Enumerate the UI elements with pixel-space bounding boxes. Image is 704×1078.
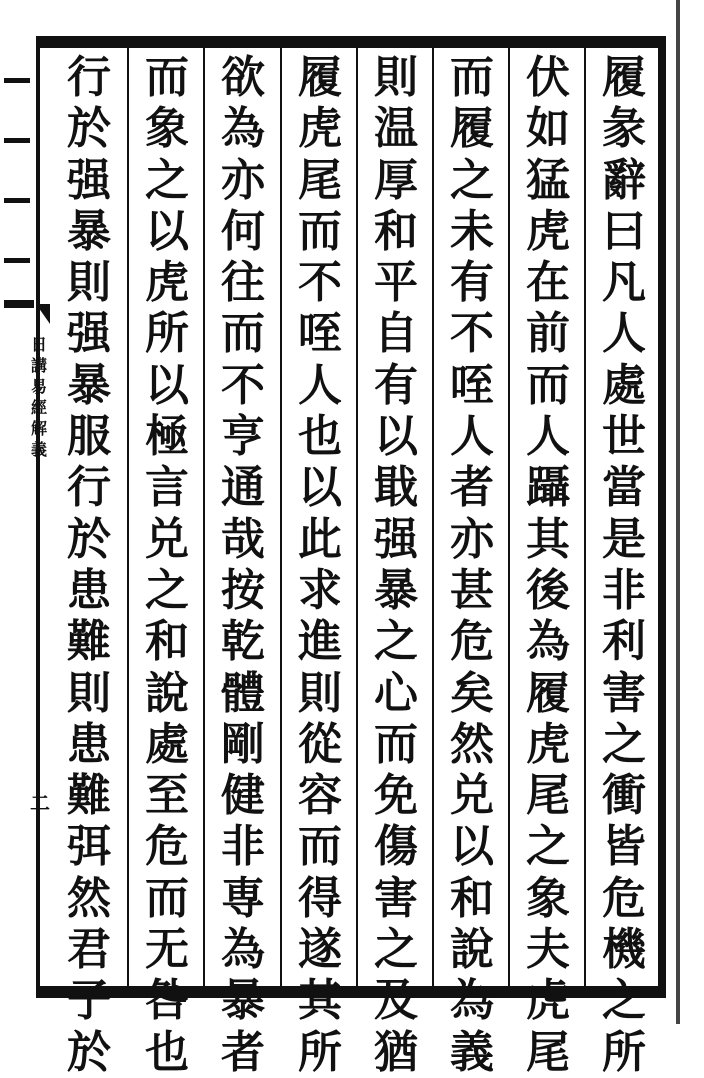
text-char: 不 (298, 257, 342, 309)
text-char: 健 (221, 770, 265, 822)
text-char: 尾 (526, 1026, 570, 1078)
text-char: 虎 (526, 718, 570, 770)
text-char: 義 (450, 1026, 494, 1078)
text-column (587, 52, 661, 1078)
text-char: 兑 (145, 513, 189, 565)
text-char: 而 (145, 52, 189, 103)
text-char: 也 (145, 1026, 189, 1078)
text-char: 當 (602, 462, 646, 514)
text-char: 温 (374, 103, 418, 155)
text-char: 人 (298, 359, 342, 411)
text-char: 於 (67, 103, 111, 155)
text-char: 行 (67, 52, 111, 103)
text-char: 履 (450, 103, 494, 155)
fold-margin (0, 38, 36, 988)
text-char: 機 (602, 924, 646, 976)
text-char: 以 (298, 462, 342, 514)
text-char: 剛 (221, 718, 265, 770)
text-char: 和 (450, 872, 494, 924)
text-char: 人 (602, 308, 646, 360)
text-char: 是 (602, 513, 646, 565)
text-char: 躡 (526, 462, 570, 514)
text-char: 猶 (374, 1026, 418, 1078)
text-char: 暴 (221, 975, 265, 1027)
text-char: 兑 (450, 770, 494, 822)
text-char: 傷 (374, 821, 418, 873)
text-char: 得 (298, 872, 342, 924)
text-char: 則 (298, 667, 342, 719)
text-char: 伏 (526, 52, 570, 103)
text-char: 從 (298, 718, 342, 770)
text-char: 之 (374, 616, 418, 668)
text-char: 亦 (221, 154, 265, 206)
text-char: 而 (298, 821, 342, 873)
text-char: 不 (221, 359, 265, 411)
text-char: 子 (67, 975, 111, 1027)
text-char: 危 (145, 821, 189, 873)
text-char: 免 (374, 770, 418, 822)
text-char: 其 (298, 975, 342, 1027)
text-char: 此 (298, 513, 342, 565)
text-char: 遂 (298, 924, 342, 976)
text-char: 履 (602, 52, 646, 103)
text-char: 彖 (602, 103, 646, 155)
text-char: 之 (374, 924, 418, 976)
gutter-title (28, 334, 50, 460)
text-char: 危 (602, 872, 646, 924)
text-char: 利 (602, 616, 646, 668)
text-char: 難 (67, 616, 111, 668)
text-char: 者 (221, 1026, 265, 1078)
text-char: 說 (450, 924, 494, 976)
text-char: 暴 (67, 359, 111, 411)
text-char: 和 (145, 616, 189, 668)
text-char: 曰 (602, 205, 646, 257)
text-column (52, 52, 126, 1078)
text-char: 體 (221, 667, 265, 719)
text-char: 未 (450, 205, 494, 257)
text-char: 及 (374, 975, 418, 1027)
text-char: 至 (145, 770, 189, 822)
column-divider (280, 48, 282, 986)
text-char: 之 (526, 821, 570, 873)
gutter-title-char: 易 (30, 377, 47, 396)
text-char: 君 (67, 924, 111, 976)
text-char: 於 (67, 513, 111, 565)
text-char: 所 (602, 1026, 646, 1078)
text-char: 虎 (526, 975, 570, 1027)
text-char: 為 (221, 103, 265, 155)
text-char: 咥 (450, 359, 494, 411)
text-char: 厚 (374, 154, 418, 206)
text-char: 凡 (602, 257, 646, 309)
fold-mark (4, 258, 30, 263)
text-char: 心 (374, 667, 418, 719)
text-char: 而 (145, 872, 189, 924)
text-char: 患 (67, 564, 111, 616)
text-char: 有 (374, 359, 418, 411)
text-char: 平 (374, 257, 418, 309)
text-char: 者 (450, 462, 494, 514)
text-column (359, 52, 433, 1078)
text-char: 欲 (221, 52, 265, 103)
text-char: 而 (221, 308, 265, 360)
text-char: 後 (526, 564, 570, 616)
text-char: 於 (67, 1026, 111, 1078)
text-char: 服 (67, 411, 111, 463)
text-char: 按 (221, 564, 265, 616)
text-char: 弭 (67, 821, 111, 873)
text-char: 尾 (526, 770, 570, 822)
text-char: 為 (450, 975, 494, 1027)
fold-mark (4, 198, 30, 203)
text-char: 履 (526, 667, 570, 719)
text-char: 虎 (526, 205, 570, 257)
text-column (130, 52, 204, 1078)
gutter-title-char: 經 (30, 398, 47, 417)
text-char: 自 (374, 308, 418, 360)
page-number: 二 (30, 791, 50, 815)
text-char: 和 (374, 205, 418, 257)
text-char: 害 (602, 667, 646, 719)
text-char: 而 (374, 718, 418, 770)
text-char: 而 (450, 52, 494, 103)
text-char: 强 (67, 308, 111, 360)
text-char: 虎 (145, 257, 189, 309)
text-char: 患 (67, 718, 111, 770)
text-char: 衝 (602, 770, 646, 822)
page-edge (676, 0, 680, 1024)
text-char: 虎 (298, 103, 342, 155)
fold-mark (4, 78, 30, 83)
text-char: 世 (602, 411, 646, 463)
text-char: 害 (374, 872, 418, 924)
text-char: 咎 (145, 975, 189, 1027)
top-border (36, 36, 666, 48)
text-char: 而 (526, 359, 570, 411)
text-char: 也 (298, 411, 342, 463)
text-char: 履 (298, 52, 342, 103)
text-column (435, 52, 509, 1078)
text-char: 則 (67, 667, 111, 719)
text-char: 而 (298, 205, 342, 257)
text-char: 行 (67, 462, 111, 514)
text-char: 所 (145, 308, 189, 360)
gutter-title-char: 日 (30, 335, 47, 354)
text-char: 前 (526, 308, 570, 360)
left-border (36, 36, 40, 998)
text-char: 暴 (374, 564, 418, 616)
text-char: 非 (221, 821, 265, 873)
text-char: 以 (450, 821, 494, 873)
text-char: 强 (67, 154, 111, 206)
text-char: 以 (145, 205, 189, 257)
text-char: 求 (298, 564, 342, 616)
text-char: 人 (526, 411, 570, 463)
column-divider (127, 48, 129, 986)
text-char: 進 (298, 616, 342, 668)
fold-mark (4, 300, 34, 308)
text-char: 象 (526, 872, 570, 924)
text-char: 往 (221, 257, 265, 309)
text-char: 象 (145, 103, 189, 155)
text-char: 處 (602, 359, 646, 411)
text-column (283, 52, 357, 1078)
gutter-title-char: 解 (30, 419, 47, 438)
text-char: 說 (145, 667, 189, 719)
text-char: 如 (526, 103, 570, 155)
text-char: 咥 (298, 308, 342, 360)
text-char: 為 (526, 616, 570, 668)
text-char: 不 (450, 308, 494, 360)
text-char: 哉 (221, 513, 265, 565)
text-char: 容 (298, 770, 342, 822)
text-char: 通 (221, 462, 265, 514)
fish-tail-mark (36, 304, 50, 324)
text-char: 在 (526, 257, 570, 309)
text-char: 何 (221, 205, 265, 257)
fold-mark (4, 138, 30, 143)
text-char: 危 (450, 616, 494, 668)
text-char: 之 (450, 154, 494, 206)
text-char: 甚 (450, 564, 494, 616)
text-char: 則 (67, 257, 111, 309)
text-char: 則 (374, 52, 418, 103)
gutter-title-char: 講 (30, 356, 47, 375)
text-char: 亦 (450, 513, 494, 565)
text-char: 以 (145, 359, 189, 411)
text-char: 然 (67, 872, 111, 924)
text-char: 以 (374, 411, 418, 463)
text-char: 之 (145, 564, 189, 616)
text-char: 辭 (602, 154, 646, 206)
text-char: 强 (374, 513, 418, 565)
text-char: 亨 (221, 411, 265, 463)
text-char: 无 (145, 924, 189, 976)
text-char: 専 (221, 872, 265, 924)
text-char: 然 (450, 718, 494, 770)
text-char: 暴 (67, 205, 111, 257)
text-char: 戢 (374, 462, 418, 514)
text-char: 非 (602, 564, 646, 616)
text-char: 矣 (450, 667, 494, 719)
text-char: 人 (450, 411, 494, 463)
text-char: 之 (602, 718, 646, 770)
text-char: 之 (145, 154, 189, 206)
text-char: 為 (221, 924, 265, 976)
text-char: 之 (602, 975, 646, 1027)
text-char: 乾 (221, 616, 265, 668)
text-column (511, 52, 585, 1078)
text-char: 言 (145, 462, 189, 514)
text-char: 所 (298, 1026, 342, 1078)
text-char: 夫 (526, 924, 570, 976)
gutter-title-char: 義 (30, 440, 47, 459)
text-char: 極 (145, 411, 189, 463)
text-char: 有 (450, 257, 494, 309)
text-char: 皆 (602, 821, 646, 873)
text-char: 處 (145, 718, 189, 770)
text-column (206, 52, 280, 1078)
text-char: 其 (526, 513, 570, 565)
text-char: 猛 (526, 154, 570, 206)
text-char: 尾 (298, 154, 342, 206)
text-char: 難 (67, 770, 111, 822)
